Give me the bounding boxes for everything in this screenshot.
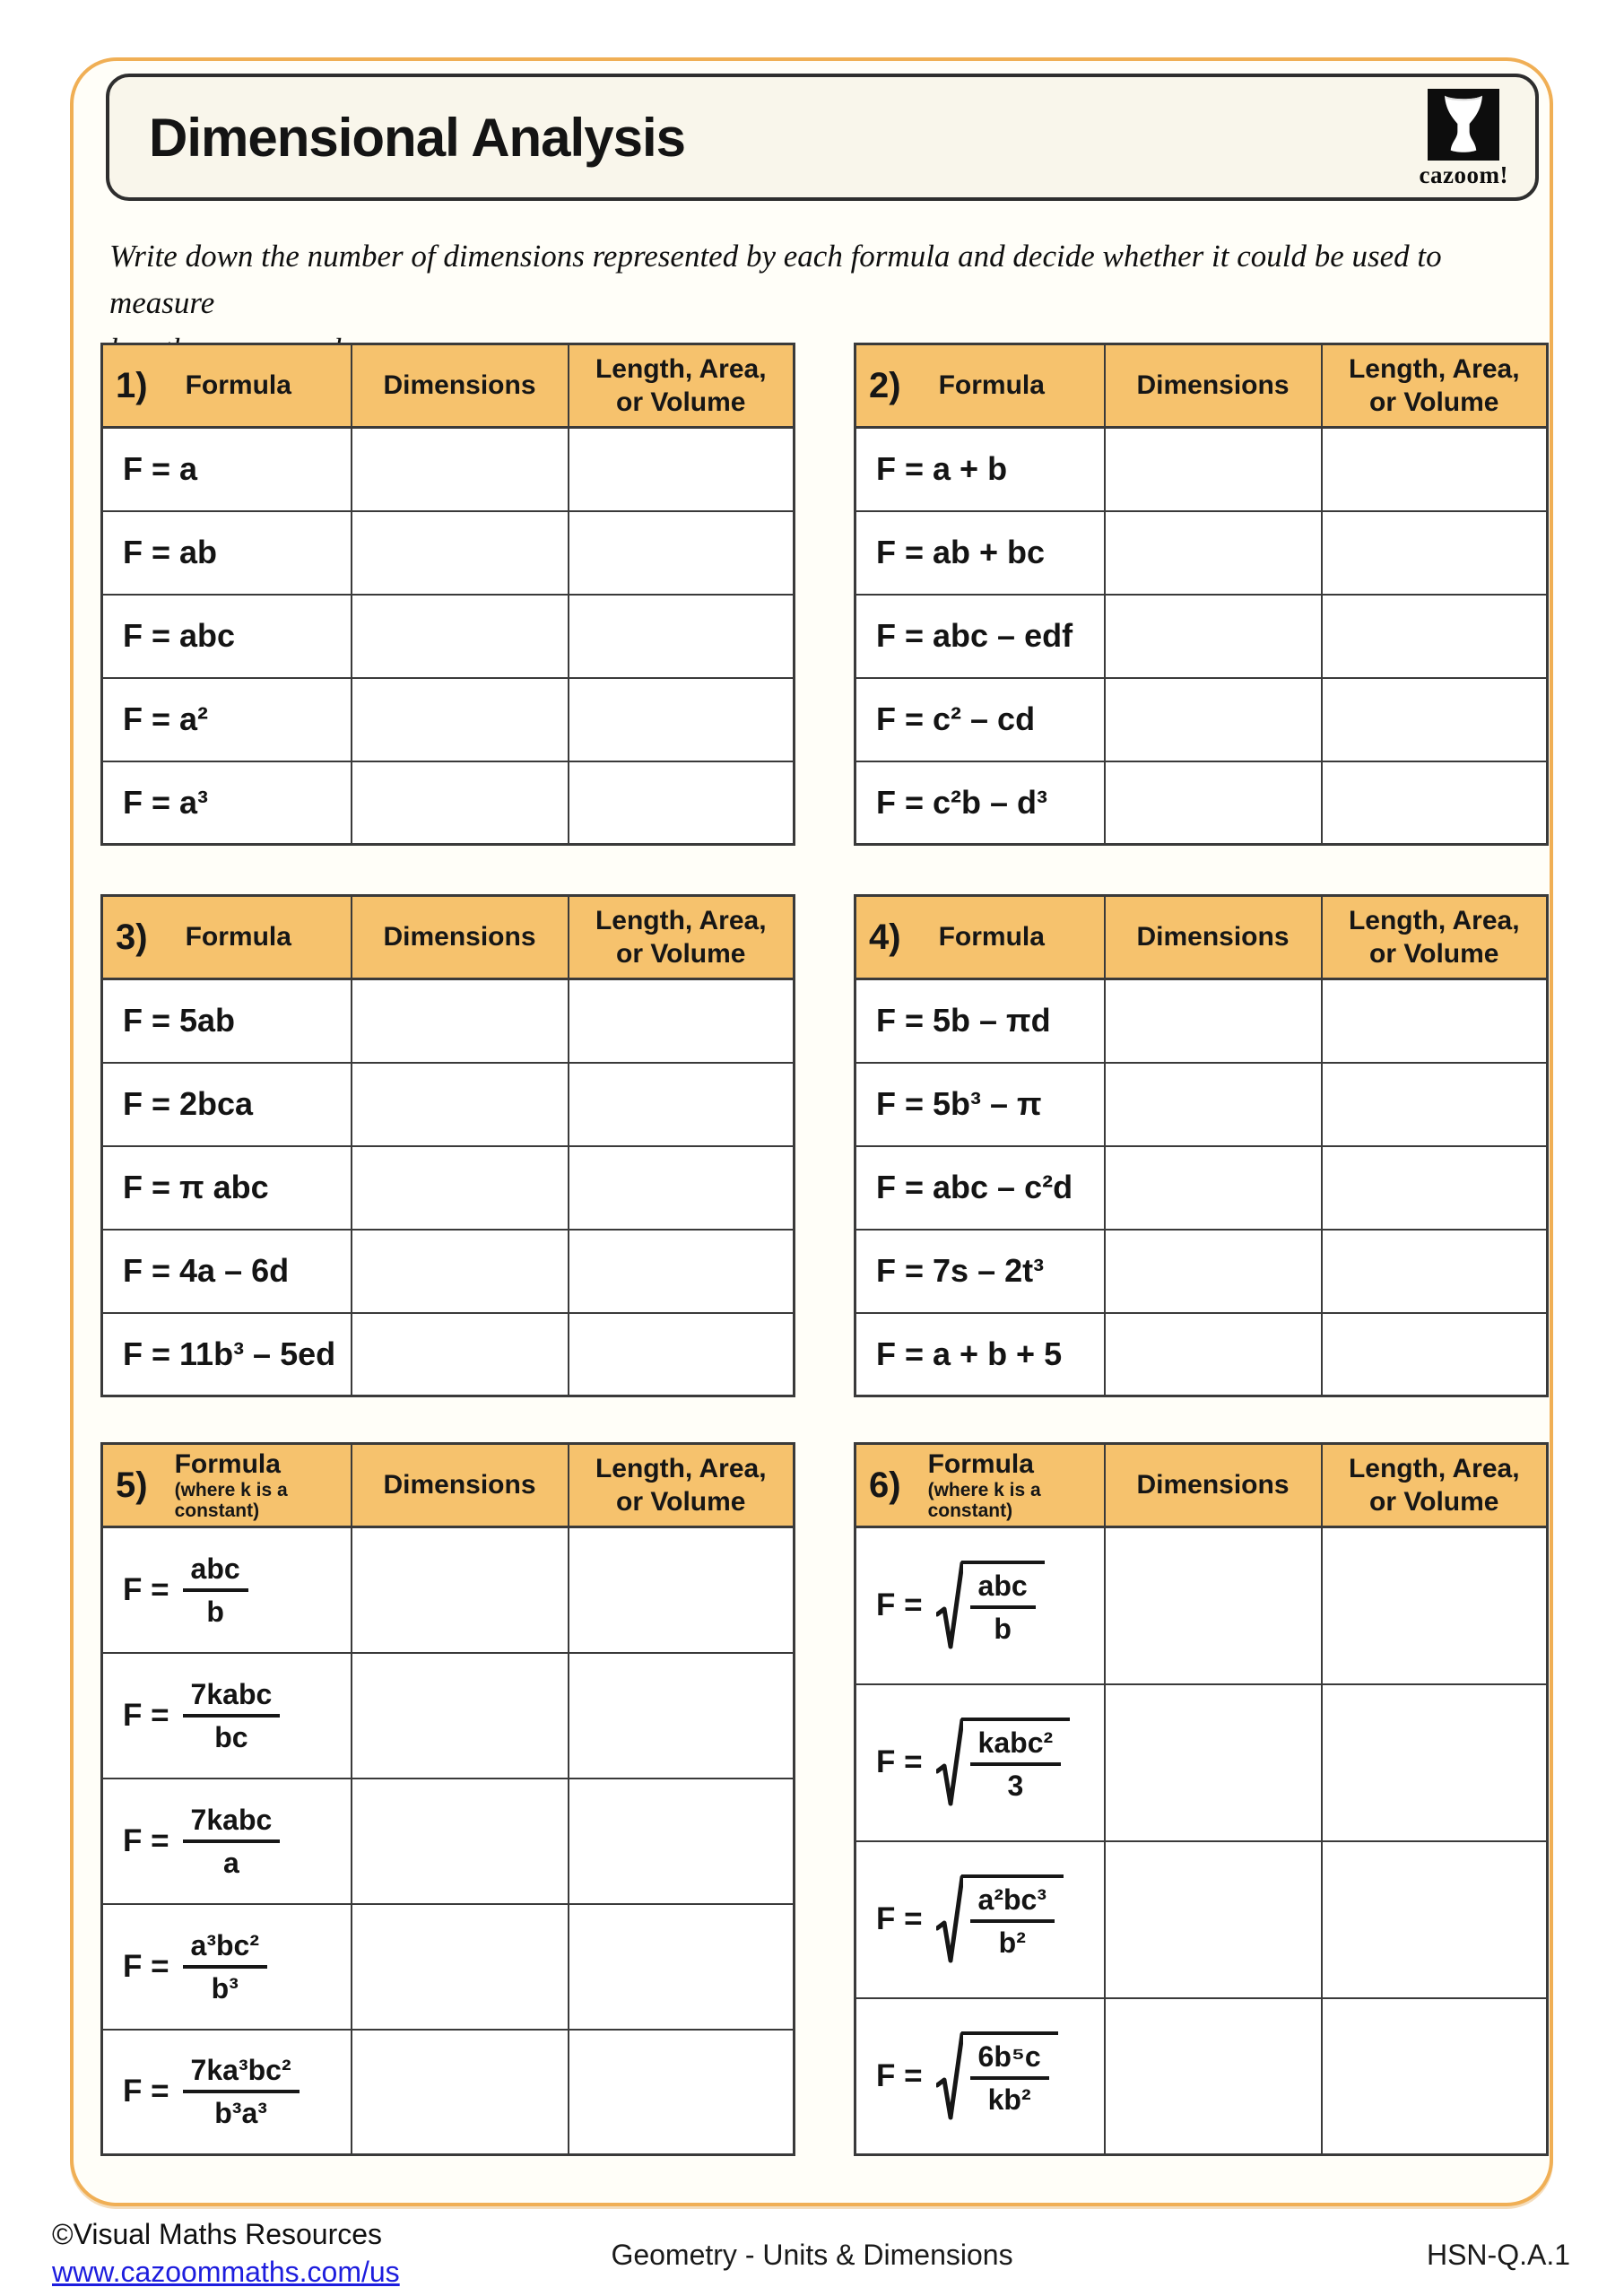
column-header-dimensions: Dimensions (352, 896, 569, 979)
formula-header-label: Formula (938, 370, 1045, 400)
djembe-drum-icon (1428, 89, 1499, 161)
table-number: 1) (116, 365, 148, 405)
worksheet-table-5 (100, 1442, 795, 2156)
column-header-formula (855, 896, 1105, 979)
column-header-length-area-volume: Length, Area, or Volume (569, 896, 795, 979)
square-root-expression (936, 1561, 1045, 1650)
worksheet-table-2 (854, 343, 1549, 846)
formula-cell: F = $\frac{\text{kabc²}}{3}$ (855, 1684, 1105, 1841)
table-row (855, 678, 1548, 761)
table-row (102, 1779, 795, 1904)
table-number: 3) (116, 917, 148, 957)
length-area-volume-answer-cell[interactable] (569, 1063, 795, 1146)
length-area-volume-answer-cell[interactable] (569, 1527, 795, 1653)
column-header-length-area-volume: Length, Area, or Volume (1322, 344, 1548, 428)
formula-cell: F = abc – edf (855, 595, 1105, 678)
column-header-dimensions: Dimensions (352, 344, 569, 428)
table-number: 6) (869, 1465, 901, 1505)
column-header-formula (102, 1444, 352, 1527)
column-header-dimensions: Dimensions (352, 1444, 569, 1527)
dimensions-answer-cell[interactable] (352, 1230, 569, 1313)
dimensions-answer-cell[interactable] (352, 1063, 569, 1146)
logo-text: cazoom! (1419, 161, 1508, 188)
formula-cell: F = c² – cd (855, 678, 1105, 761)
dimensions-answer-cell[interactable] (352, 761, 569, 845)
table-row (855, 1527, 1548, 1684)
dimensions-answer-cell[interactable] (1105, 761, 1322, 845)
table-row (102, 595, 795, 678)
table-header-row (855, 344, 1548, 428)
table-row (102, 1313, 795, 1396)
fraction: $\frac{\text{7ka³bc²}}{\text{b³a³}}$ (183, 2053, 300, 2130)
table-number: 4) (869, 917, 901, 957)
formula-cell: F = π abc (102, 1146, 352, 1230)
footer-topic-text: Geometry - Units & Dimensions (611, 2239, 1013, 2271)
worksheet-table-1 (100, 343, 795, 846)
dimensions-answer-cell[interactable] (1105, 1998, 1322, 2155)
formula-header-label: Formula (185, 370, 291, 400)
dimensions-answer-cell[interactable] (1105, 1841, 1322, 1998)
table-header-row (855, 1444, 1548, 1527)
column-header-length-area-volume: Length, Area, or Volume (1322, 896, 1548, 979)
square-root-expression (936, 2031, 1058, 2121)
table-row (102, 1653, 795, 1779)
table-row (855, 428, 1548, 511)
length-area-volume-answer-cell[interactable] (1322, 428, 1548, 511)
cazoom-website-link[interactable]: www.cazoommaths.com/us (52, 2256, 400, 2288)
formula-cell: F = abc – c²d (855, 1146, 1105, 1230)
column-header-formula (102, 896, 352, 979)
table-row (102, 1904, 795, 2030)
constant-note-line-2: constant) (174, 1500, 260, 1521)
length-area-volume-answer-cell[interactable] (1322, 1841, 1548, 1998)
square-root-expression (936, 1874, 1064, 1964)
dimensions-answer-cell[interactable] (352, 511, 569, 595)
square-root-icon (936, 1718, 963, 1807)
formula-header-label: Formula (185, 922, 291, 952)
formula-cell: F = $\frac{\text{7kabc}}{a}$ (102, 1779, 352, 1904)
length-area-volume-answer-cell[interactable] (1322, 678, 1548, 761)
dimensions-answer-cell[interactable] (352, 979, 569, 1063)
fraction: $\frac{\text{abc}}{b}$ (970, 1569, 1036, 1648)
formula-cell: F = a (102, 428, 352, 511)
page-title: Dimensional Analysis (149, 107, 685, 168)
dimensions-answer-cell[interactable] (352, 1904, 569, 2030)
table-header-row (102, 1444, 795, 1527)
column-header-length-area-volume: Length, Area, or Volume (569, 344, 795, 428)
table-row (102, 511, 795, 595)
dimensions-answer-cell[interactable] (352, 2030, 569, 2155)
table-row (855, 1230, 1548, 1313)
length-area-volume-answer-cell[interactable] (1322, 511, 1548, 595)
standard-code-text: HSN-Q.A.1 (1426, 2239, 1570, 2271)
instruction-line-1: Write down the number of dimensions represented by each formula and decide whether it could be used to measure (109, 239, 1442, 320)
square-root-icon (936, 1561, 963, 1650)
table-row (855, 1998, 1548, 2155)
dimensions-answer-cell[interactable] (1105, 1313, 1322, 1396)
table-row (855, 1684, 1548, 1841)
table-row (102, 1146, 795, 1230)
column-header-formula (855, 344, 1105, 428)
formula-cell: F = 7s – 2t³ (855, 1230, 1105, 1313)
table-row (855, 1146, 1548, 1230)
formula-cell: F = ab + bc (855, 511, 1105, 595)
formula-cell: F = 2bca (102, 1063, 352, 1146)
fraction: $\frac{\text{a³bc²}}{\text{b³}}$ (183, 1928, 267, 2005)
formula-cell: F = a + b (855, 428, 1105, 511)
table-header-row (855, 896, 1548, 979)
formula-cell: F = 11b³ – 5ed (102, 1313, 352, 1396)
column-header-formula (102, 344, 352, 428)
formula-cell: F = $\frac{\text{abc}}{b}$ (102, 1527, 352, 1653)
table-number: 2) (869, 365, 901, 405)
dimensions-answer-cell[interactable] (352, 1527, 569, 1653)
formula-cell: F = 5b – πd (855, 979, 1105, 1063)
copyright-text: ©Visual Maths Resources (52, 2218, 383, 2250)
formula-cell: F = 4a – 6d (102, 1230, 352, 1313)
table-row (855, 979, 1548, 1063)
formula-cell: F = 5ab (102, 979, 352, 1063)
formula-cell: F = $\frac{\text{6b⁵c}}{\text{kb²}}$ (855, 1998, 1105, 2155)
dimensions-answer-cell[interactable] (352, 678, 569, 761)
dimensions-answer-cell[interactable] (352, 1779, 569, 1904)
dimensions-answer-cell[interactable] (352, 1653, 569, 1779)
formula-cell: F = $\frac{\text{7kabc}}{bc}$ (102, 1653, 352, 1779)
length-area-volume-answer-cell[interactable] (569, 511, 795, 595)
dimensions-answer-cell[interactable] (1105, 511, 1322, 595)
formula-cell: F = c²b – d³ (855, 761, 1105, 845)
length-area-volume-answer-cell[interactable] (569, 595, 795, 678)
formula-cell: F = a + b + 5 (855, 1313, 1105, 1396)
fraction: $\frac{\text{7kabc}}{bc}$ (183, 1677, 281, 1754)
dimensions-answer-cell[interactable] (1105, 1684, 1322, 1841)
length-area-volume-answer-cell[interactable] (569, 1653, 795, 1779)
square-root-expression (936, 1718, 1071, 1807)
formula-cell: F = $\frac{\text{a²bc³}}{\text{b²}}$ (855, 1841, 1105, 1998)
dimensions-answer-cell[interactable] (1105, 1230, 1322, 1313)
table-row (855, 761, 1548, 845)
formula-header-label: Formula (174, 1449, 281, 1479)
dimensions-answer-cell[interactable] (352, 428, 569, 511)
table-row (855, 511, 1548, 595)
length-area-volume-answer-cell[interactable] (569, 761, 795, 845)
length-area-volume-answer-cell[interactable] (569, 979, 795, 1063)
length-area-volume-answer-cell[interactable] (1322, 1527, 1548, 1684)
formula-cell: F = $\frac{\text{a³bc²}}{\text{b³}}$ (102, 1904, 352, 2030)
formula-cell: F = $\frac{\text{abc}}{b}$ (855, 1527, 1105, 1684)
length-area-volume-answer-cell[interactable] (1322, 1313, 1548, 1396)
cazoom-logo (1420, 89, 1508, 189)
table-row (102, 678, 795, 761)
length-area-volume-answer-cell[interactable] (569, 2030, 795, 2155)
length-area-volume-answer-cell[interactable] (569, 1904, 795, 2030)
constant-note-line-2: constant) (927, 1500, 1013, 1521)
column-header-formula (855, 1444, 1105, 1527)
length-area-volume-answer-cell[interactable] (569, 428, 795, 511)
length-area-volume-answer-cell[interactable] (569, 1230, 795, 1313)
table-row (102, 979, 795, 1063)
constant-note-line-1: (where k is a (927, 1480, 1041, 1500)
length-area-volume-answer-cell[interactable] (1322, 1998, 1548, 2155)
length-area-volume-answer-cell[interactable] (569, 1779, 795, 1904)
table-row (102, 761, 795, 845)
table-header-row (102, 896, 795, 979)
dimensions-answer-cell[interactable] (1105, 1527, 1322, 1684)
worksheet-table-4 (854, 894, 1549, 1397)
formula-cell: F = a² (102, 678, 352, 761)
square-root-icon (936, 1874, 963, 1964)
dimensions-answer-cell[interactable] (1105, 1146, 1322, 1230)
dimensions-answer-cell[interactable] (352, 1313, 569, 1396)
title-box (106, 74, 1539, 201)
table-row (102, 1063, 795, 1146)
length-area-volume-answer-cell[interactable] (1322, 1063, 1548, 1146)
formula-cell: F = ab (102, 511, 352, 595)
worksheet-table-3 (100, 894, 795, 1397)
dimensions-answer-cell[interactable] (1105, 678, 1322, 761)
length-area-volume-answer-cell[interactable] (569, 1313, 795, 1396)
fraction: $\frac{\text{6b⁵c}}{\text{kb²}}$ (970, 2039, 1049, 2119)
dimensions-answer-cell[interactable] (1105, 595, 1322, 678)
length-area-volume-answer-cell[interactable] (1322, 1684, 1548, 1841)
table-number: 5) (116, 1465, 148, 1505)
column-header-dimensions: Dimensions (1105, 1444, 1322, 1527)
length-area-volume-answer-cell[interactable] (1322, 761, 1548, 845)
column-header-length-area-volume: Length, Area, or Volume (569, 1444, 795, 1527)
length-area-volume-answer-cell[interactable] (1322, 595, 1548, 678)
column-header-dimensions: Dimensions (1105, 344, 1322, 428)
column-header-length-area-volume: Length, Area, or Volume (1322, 1444, 1548, 1527)
table-row (855, 1063, 1548, 1146)
length-area-volume-answer-cell[interactable] (1322, 1146, 1548, 1230)
table-row (102, 2030, 795, 2155)
table-row (855, 595, 1548, 678)
dimensions-answer-cell[interactable] (352, 1146, 569, 1230)
dimensions-answer-cell[interactable] (1105, 1063, 1322, 1146)
table-header-row (102, 344, 795, 428)
constant-note-line-1: (where k is a (174, 1480, 288, 1500)
formula-header-label: Formula (938, 922, 1045, 952)
table-row (102, 1230, 795, 1313)
formula-header-label: Formula (927, 1449, 1034, 1479)
table-row (102, 428, 795, 511)
dimensions-answer-cell[interactable] (1105, 428, 1322, 511)
formula-cell: F = $\frac{\text{7ka³bc²}}{\text{b³a³}}$ (102, 2030, 352, 2155)
fraction: $\frac{\text{abc}}{b}$ (183, 1552, 248, 1629)
column-header-dimensions: Dimensions (1105, 896, 1322, 979)
length-area-volume-answer-cell[interactable] (569, 678, 795, 761)
length-area-volume-answer-cell[interactable] (1322, 979, 1548, 1063)
fraction: $\frac{\text{7kabc}}{a}$ (183, 1803, 281, 1880)
square-root-icon (936, 2031, 963, 2121)
table-row (855, 1313, 1548, 1396)
formula-cell: F = abc (102, 595, 352, 678)
dimensions-answer-cell[interactable] (1105, 979, 1322, 1063)
fraction: $\frac{\text{a²bc³}}{\text{b²}}$ (970, 1883, 1055, 1962)
table-row (855, 1841, 1548, 1998)
worksheet-table-6 (854, 1442, 1549, 2156)
table-row (102, 1527, 795, 1653)
fraction: $\frac{\text{kabc²}}{3}$ (970, 1726, 1062, 1805)
formula-cell: F = a³ (102, 761, 352, 845)
formula-cell: F = 5b³ – π (855, 1063, 1105, 1146)
length-area-volume-answer-cell[interactable] (1322, 1230, 1548, 1313)
length-area-volume-answer-cell[interactable] (569, 1146, 795, 1230)
dimensions-answer-cell[interactable] (352, 595, 569, 678)
